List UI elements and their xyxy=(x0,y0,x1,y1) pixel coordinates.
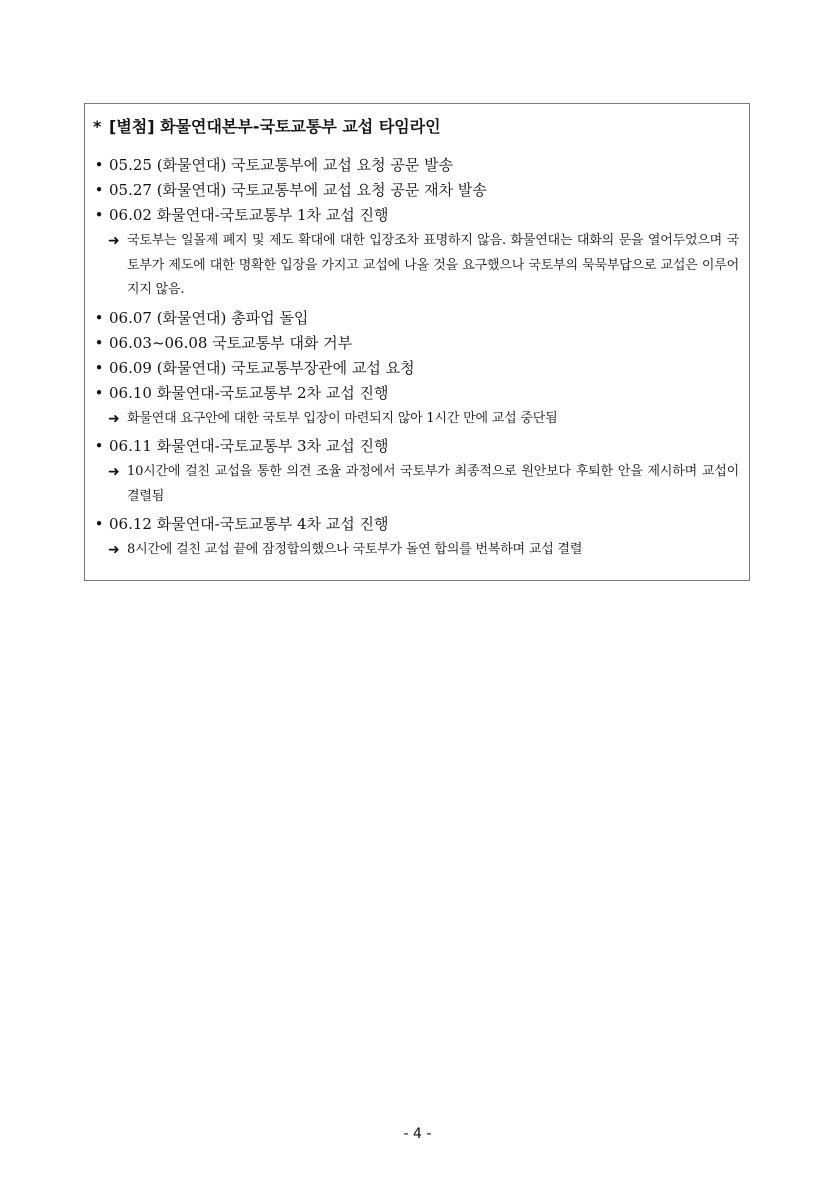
bullet-icon: • xyxy=(94,358,104,377)
timeline-item xyxy=(93,307,739,329)
timeline-note xyxy=(93,229,739,303)
timeline-note xyxy=(93,460,739,509)
timeline-item-text: 06.03~06.08 국토교통부 대화 거부 xyxy=(109,333,353,352)
timeline-item-text: 06.10 화물연대-국토교통부 2차 교섭 진행 xyxy=(109,383,389,402)
timeline-title xyxy=(93,116,739,138)
timeline-box xyxy=(84,103,750,581)
timeline-entry xyxy=(93,332,739,354)
timeline-title-text: [별첨] 화물연대본부-국토교통부 교섭 타임라인 xyxy=(109,117,441,136)
timeline-item xyxy=(93,179,739,201)
timeline-note-text: 국토부는 일몰제 폐지 및 제도 확대에 대한 입장조차 표명하지 않음. 화물연대는 대화의 문을 열어두었으며 국토부가 제도에 대한 명확한 입장을 가지고 교섭에 나올 것을 요구했으나 국토부의 묵묵부답으로 교섭은 이루어지지 않음. xyxy=(127,233,739,297)
arrow-right-icon: ➜ xyxy=(108,233,120,249)
bullet-icon: • xyxy=(94,206,104,224)
arrow-right-icon: ➜ xyxy=(108,464,120,480)
bullet-icon: • xyxy=(94,333,104,352)
timeline-note xyxy=(93,407,739,432)
timeline-item xyxy=(93,332,739,354)
timeline-item xyxy=(93,154,739,176)
timeline-list xyxy=(93,154,739,563)
bullet-icon: • xyxy=(94,515,104,533)
timeline-entry xyxy=(93,179,739,201)
timeline-item-text: 06.07 (화물연대) 총파업 돌입 xyxy=(109,308,309,327)
timeline-item-text: 06.12 화물연대-국토교통부 4차 교섭 진행 xyxy=(109,515,389,533)
timeline-item xyxy=(93,357,739,379)
timeline-item xyxy=(93,204,739,226)
timeline-item xyxy=(93,513,739,535)
page-number: - 4 - xyxy=(403,1126,432,1142)
bullet-icon: • xyxy=(94,181,104,199)
timeline-item-text: 06.02 화물연대-국토교통부 1차 교섭 진행 xyxy=(109,206,389,224)
timeline-item xyxy=(93,435,739,457)
bullet-icon: • xyxy=(94,437,104,455)
arrow-right-icon: ➜ xyxy=(108,410,120,427)
timeline-entry xyxy=(93,154,739,176)
star-icon: * xyxy=(93,117,102,136)
bullet-icon: • xyxy=(94,156,104,174)
timeline-entry xyxy=(93,307,739,329)
timeline-note xyxy=(93,538,739,563)
bullet-icon: • xyxy=(94,383,104,402)
timeline-entry xyxy=(93,435,739,509)
timeline-entry xyxy=(93,382,739,432)
timeline-item xyxy=(93,382,739,404)
timeline-note-text: 10시간에 걸친 교섭을 통한 의견 조율 과정에서 국토부가 최종적으로 원안보다 후퇴한 안을 제시하며 교섭이 결렬됨 xyxy=(127,464,739,504)
timeline-item-text: 06.11 화물연대-국토교통부 3차 교섭 진행 xyxy=(109,437,389,455)
timeline-item-text: 06.09 (화물연대) 국토교통부장관에 교섭 요청 xyxy=(109,358,415,377)
timeline-item-text: 05.27 (화물연대) 국토교통부에 교섭 요청 공문 재차 발송 xyxy=(109,181,487,199)
timeline-note-text: 8시간에 걸친 교섭 끝에 잠정합의했으나 국토부가 돌연 합의를 번복하며 교섭 결렬 xyxy=(127,542,583,557)
timeline-entry xyxy=(93,513,739,563)
arrow-right-icon: ➜ xyxy=(108,542,120,558)
timeline-entry xyxy=(93,357,739,379)
timeline-note-text: 화물연대 요구안에 대한 국토부 입장이 마련되지 않아 1시간 만에 교섭 중단됨 xyxy=(127,410,558,426)
timeline-item-text: 05.25 (화물연대) 국토교통부에 교섭 요청 공문 발송 xyxy=(109,156,454,174)
timeline-entry xyxy=(93,204,739,303)
bullet-icon: • xyxy=(94,308,104,327)
